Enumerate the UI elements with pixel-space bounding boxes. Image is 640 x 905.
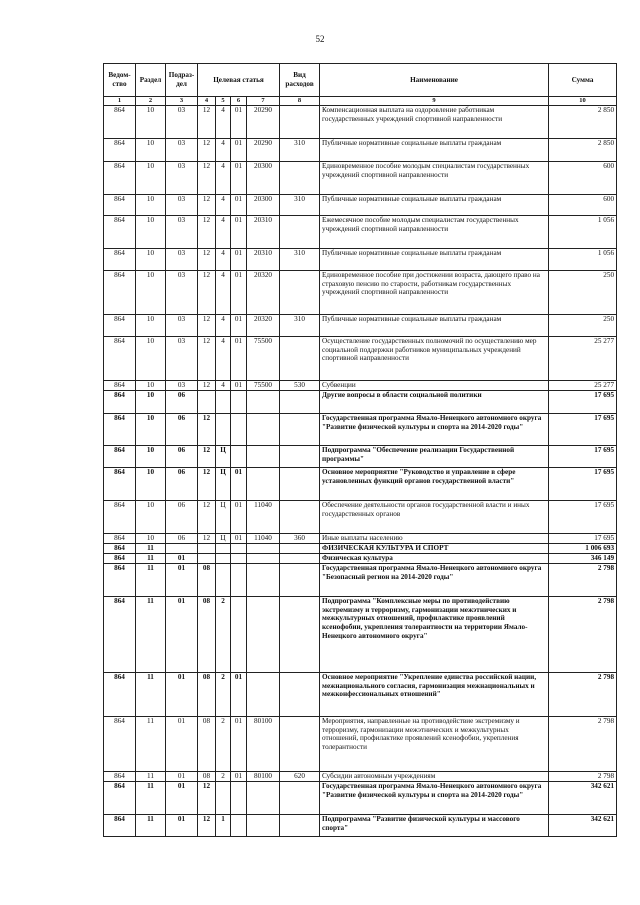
cell-name: Подпрограмма "Комплексные меры по противодействию экстремизму и терроризму, гармонизации межэтнических и межкультурных отношений, профилактике проявлений ксенофобии, укрепления толерантности на территории Ямало-Ненецкого автономного округа": [320, 597, 549, 673]
cell-name: Мероприятия, направленные на противодействие экстремизму и терроризму, гармонизации межэтнических и межкультурных отношений, профилактике проявлений ксенофобии, укрепления толерантности: [320, 717, 549, 772]
cell-razdel: 10: [136, 139, 166, 162]
cell-subprogram-code: Ц: [216, 468, 231, 501]
cell-vedomstvo: 864: [104, 106, 136, 139]
table-row: [104, 337, 617, 381]
cell-expense-type: 620: [280, 772, 320, 782]
cell-program-code: 12: [198, 139, 216, 162]
cell-podrazdel: 06: [166, 446, 198, 468]
cell-vedomstvo: 864: [104, 772, 136, 782]
cell-expense-type: 360: [280, 534, 320, 544]
table-row: [104, 782, 617, 815]
cell-activity-code: 01: [231, 249, 247, 271]
cell-activity-code: [231, 815, 247, 837]
cell-podrazdel: 06: [166, 501, 198, 534]
cell-expense-type: 310: [280, 195, 320, 216]
cell-razdel: 10: [136, 106, 166, 139]
cell-podrazdel: 03: [166, 381, 198, 391]
budget-table: [103, 63, 617, 837]
table-row: [104, 534, 617, 544]
cell-name: Государственная программа Ямало-Ненецкого автономного округа "Развитие физической культуры и спорта на 2014-2020 годы": [320, 782, 549, 815]
cell-name: Публичные нормативные социальные выплаты гражданам: [320, 315, 549, 337]
cell-subprogram-code: 4: [216, 381, 231, 391]
column-number: 5: [216, 97, 231, 106]
cell-vedomstvo: 864: [104, 815, 136, 837]
cell-activity-code: [231, 782, 247, 815]
table-row: [104, 162, 617, 195]
table-row: [104, 673, 617, 717]
cell-name: Физическая культура: [320, 554, 549, 564]
cell-name: Публичные нормативные социальные выплаты гражданам: [320, 195, 549, 216]
cell-direction-code: 75500: [247, 337, 280, 381]
header-podrazdel: Подраз-дел: [166, 64, 198, 97]
cell-vedomstvo: 864: [104, 468, 136, 501]
cell-direction-code: 20320: [247, 315, 280, 337]
cell-sum: 342 621: [549, 815, 617, 837]
cell-name: Единовременное пособие молодым специалистам государственных учреждений спортивной направленности: [320, 162, 549, 195]
cell-sum: 17 695: [549, 446, 617, 468]
cell-subprogram-code: 2: [216, 673, 231, 717]
cell-program-code: 12: [198, 337, 216, 381]
column-number: 2: [136, 97, 166, 106]
cell-razdel: 11: [136, 673, 166, 717]
cell-podrazdel: 03: [166, 195, 198, 216]
cell-sum: 17 695: [549, 468, 617, 501]
cell-subprogram-code: 2: [216, 597, 231, 673]
cell-activity-code: 01: [231, 501, 247, 534]
cell-direction-code: 75500: [247, 381, 280, 391]
header-sum: Сумма: [549, 64, 617, 97]
cell-expense-type: [280, 216, 320, 249]
header-expense-type: Вид расходов: [280, 64, 320, 97]
cell-podrazdel: 01: [166, 717, 198, 772]
cell-subprogram-code: 4: [216, 162, 231, 195]
cell-podrazdel: 03: [166, 216, 198, 249]
cell-expense-type: [280, 673, 320, 717]
cell-activity-code: 01: [231, 195, 247, 216]
cell-sum: 1 056: [549, 249, 617, 271]
cell-subprogram-code: 4: [216, 337, 231, 381]
cell-podrazdel: 01: [166, 815, 198, 837]
cell-activity-code: 01: [231, 271, 247, 315]
cell-sum: 2 798: [549, 673, 617, 717]
cell-vedomstvo: 864: [104, 337, 136, 381]
column-number: 4: [198, 97, 216, 106]
cell-expense-type: [280, 162, 320, 195]
table-row: [104, 815, 617, 837]
cell-program-code: 08: [198, 717, 216, 772]
cell-name: Единовременное пособие при достижении возраста, дающего право на страховую пенсию по старости, работникам государственных учреждений спортивной направленности: [320, 271, 549, 315]
cell-subprogram-code: 4: [216, 139, 231, 162]
cell-direction-code: 20290: [247, 106, 280, 139]
table-row: [104, 106, 617, 139]
cell-program-code: [198, 544, 216, 554]
cell-sum: 25 277: [549, 337, 617, 381]
cell-direction-code: [247, 414, 280, 446]
cell-sum: 342 621: [549, 782, 617, 815]
column-number: 10: [549, 97, 617, 106]
cell-program-code: 08: [198, 564, 216, 597]
cell-direction-code: 11040: [247, 501, 280, 534]
cell-razdel: 10: [136, 446, 166, 468]
cell-subprogram-code: 2: [216, 717, 231, 772]
cell-razdel: 10: [136, 249, 166, 271]
cell-razdel: 10: [136, 337, 166, 381]
cell-subprogram-code: [216, 564, 231, 597]
cell-name: Ежемесячное пособие молодым специалистам государственных учреждений спортивной направленности: [320, 216, 549, 249]
cell-program-code: 08: [198, 597, 216, 673]
table-row: [104, 468, 617, 501]
table-row: [104, 195, 617, 216]
cell-subprogram-code: Ц: [216, 501, 231, 534]
cell-expense-type: [280, 564, 320, 597]
cell-vedomstvo: 864: [104, 315, 136, 337]
cell-podrazdel: 03: [166, 106, 198, 139]
cell-direction-code: 20290: [247, 139, 280, 162]
cell-name: Основное мероприятие "Укрепление единства российской нации, межнационального согласия, гармонизация межнациональных и межконфессиональных отношений": [320, 673, 549, 717]
cell-vedomstvo: 864: [104, 162, 136, 195]
cell-name: Публичные нормативные социальные выплаты гражданам: [320, 249, 549, 271]
cell-sum: 17 695: [549, 534, 617, 544]
cell-activity-code: 01: [231, 717, 247, 772]
cell-podrazdel: 03: [166, 139, 198, 162]
cell-direction-code: [247, 446, 280, 468]
cell-activity-code: [231, 391, 247, 414]
table-row: [104, 554, 617, 564]
cell-subprogram-code: 4: [216, 216, 231, 249]
cell-razdel: 10: [136, 534, 166, 544]
cell-name: Публичные нормативные социальные выплаты гражданам: [320, 139, 549, 162]
cell-expense-type: 310: [280, 139, 320, 162]
cell-subprogram-code: [216, 554, 231, 564]
cell-expense-type: [280, 446, 320, 468]
cell-expense-type: [280, 106, 320, 139]
cell-expense-type: [280, 597, 320, 673]
cell-vedomstvo: 864: [104, 564, 136, 597]
cell-expense-type: [280, 271, 320, 315]
cell-name: Государственная программа Ямало-Ненецкого автономного округа "Развитие физической культуры и спорта на 2014-2020 годы": [320, 414, 549, 446]
cell-program-code: [198, 554, 216, 564]
cell-razdel: 10: [136, 501, 166, 534]
cell-razdel: 11: [136, 554, 166, 564]
cell-activity-code: [231, 544, 247, 554]
cell-podrazdel: 03: [166, 162, 198, 195]
cell-name: Подпрограмма "Развитие физической культуры и массового спорта": [320, 815, 549, 837]
cell-direction-code: [247, 782, 280, 815]
column-number: 3: [166, 97, 198, 106]
cell-activity-code: 01: [231, 534, 247, 544]
cell-direction-code: 20300: [247, 162, 280, 195]
cell-direction-code: 11040: [247, 534, 280, 544]
cell-razdel: 10: [136, 391, 166, 414]
table-row: [104, 381, 617, 391]
cell-direction-code: [247, 391, 280, 414]
cell-podrazdel: 01: [166, 673, 198, 717]
cell-podrazdel: 06: [166, 468, 198, 501]
cell-sum: 2 850: [549, 139, 617, 162]
table-row: [104, 446, 617, 468]
table-row: [104, 139, 617, 162]
table-row: [104, 597, 617, 673]
column-number-row: [104, 97, 617, 106]
cell-program-code: 12: [198, 381, 216, 391]
cell-name: Другие вопросы в области социальной политики: [320, 391, 549, 414]
table-row: [104, 249, 617, 271]
cell-name: Обеспечение деятельности органов государственной власти и иных государственных органов: [320, 501, 549, 534]
cell-vedomstvo: 864: [104, 544, 136, 554]
cell-subprogram-code: 4: [216, 249, 231, 271]
cell-expense-type: [280, 782, 320, 815]
cell-sum: 2 850: [549, 106, 617, 139]
cell-name: Субвенции: [320, 381, 549, 391]
column-number: 1: [104, 97, 136, 106]
cell-subprogram-code: [216, 544, 231, 554]
table-row: [104, 271, 617, 315]
cell-direction-code: 80100: [247, 772, 280, 782]
cell-subprogram-code: [216, 391, 231, 414]
cell-razdel: 10: [136, 216, 166, 249]
cell-direction-code: [247, 673, 280, 717]
cell-expense-type: [280, 414, 320, 446]
cell-vedomstvo: 864: [104, 249, 136, 271]
cell-activity-code: 01: [231, 216, 247, 249]
cell-vedomstvo: 864: [104, 673, 136, 717]
cell-expense-type: 310: [280, 249, 320, 271]
table-row: [104, 772, 617, 782]
cell-podrazdel: 06: [166, 391, 198, 414]
cell-sum: 17 695: [549, 414, 617, 446]
cell-subprogram-code: 4: [216, 195, 231, 216]
cell-razdel: 10: [136, 315, 166, 337]
cell-name: Государственная программа Ямало-Ненецкого автономного округа "Безопасный регион на 2014-2020 годы": [320, 564, 549, 597]
cell-program-code: 12: [198, 468, 216, 501]
cell-subprogram-code: [216, 414, 231, 446]
cell-sum: 2 798: [549, 772, 617, 782]
cell-activity-code: 01: [231, 337, 247, 381]
cell-expense-type: [280, 815, 320, 837]
cell-vedomstvo: 864: [104, 717, 136, 772]
cell-program-code: 12: [198, 534, 216, 544]
column-number: 7: [247, 97, 280, 106]
cell-direction-code: [247, 554, 280, 564]
table-row: [104, 391, 617, 414]
cell-expense-type: [280, 544, 320, 554]
cell-subprogram-code: 4: [216, 271, 231, 315]
cell-program-code: [198, 391, 216, 414]
cell-activity-code: 01: [231, 162, 247, 195]
cell-vedomstvo: 864: [104, 414, 136, 446]
cell-activity-code: [231, 446, 247, 468]
cell-expense-type: 530: [280, 381, 320, 391]
cell-vedomstvo: 864: [104, 534, 136, 544]
cell-activity-code: 01: [231, 315, 247, 337]
cell-direction-code: [247, 468, 280, 501]
cell-subprogram-code: Ц: [216, 534, 231, 544]
cell-activity-code: 01: [231, 106, 247, 139]
cell-razdel: 10: [136, 468, 166, 501]
cell-program-code: 12: [198, 782, 216, 815]
cell-vedomstvo: 864: [104, 782, 136, 815]
cell-sum: 346 149: [549, 554, 617, 564]
page-number: 52: [315, 34, 325, 44]
cell-program-code: 12: [198, 162, 216, 195]
cell-program-code: 12: [198, 446, 216, 468]
table-body: [104, 106, 617, 837]
cell-name: Подпрограмма "Обеспечение реализации Государственной программы": [320, 446, 549, 468]
cell-activity-code: 01: [231, 139, 247, 162]
table-header: [104, 64, 617, 106]
cell-subprogram-code: Ц: [216, 446, 231, 468]
cell-name: Осуществление государственных полномочий по осуществлению мер социальной поддержки работников муниципальных учреждений спортивной направленности: [320, 337, 549, 381]
cell-razdel: 10: [136, 271, 166, 315]
cell-expense-type: 310: [280, 315, 320, 337]
cell-direction-code: 80100: [247, 717, 280, 772]
cell-direction-code: [247, 544, 280, 554]
table-row: [104, 564, 617, 597]
cell-razdel: 11: [136, 772, 166, 782]
cell-expense-type: [280, 337, 320, 381]
cell-expense-type: [280, 468, 320, 501]
cell-podrazdel: [166, 544, 198, 554]
cell-podrazdel: 06: [166, 534, 198, 544]
cell-name: Компенсационная выплата на оздоровление работникам государственных учреждений спортивной направленности: [320, 106, 549, 139]
cell-podrazdel: 03: [166, 249, 198, 271]
cell-direction-code: 20320: [247, 271, 280, 315]
cell-razdel: 11: [136, 815, 166, 837]
cell-program-code: 12: [198, 195, 216, 216]
header-name: Наименование: [320, 64, 549, 97]
cell-direction-code: 20310: [247, 216, 280, 249]
cell-expense-type: [280, 501, 320, 534]
cell-name: Субсидии автономным учреждениям: [320, 772, 549, 782]
cell-direction-code: [247, 815, 280, 837]
cell-podrazdel: 01: [166, 782, 198, 815]
cell-program-code: 12: [198, 271, 216, 315]
cell-razdel: 11: [136, 597, 166, 673]
cell-activity-code: 01: [231, 772, 247, 782]
cell-direction-code: [247, 564, 280, 597]
cell-subprogram-code: 4: [216, 106, 231, 139]
cell-program-code: 12: [198, 249, 216, 271]
cell-sum: 250: [549, 315, 617, 337]
cell-podrazdel: 01: [166, 597, 198, 673]
cell-vedomstvo: 864: [104, 391, 136, 414]
table-row: [104, 501, 617, 534]
cell-program-code: 12: [198, 315, 216, 337]
cell-program-code: 08: [198, 673, 216, 717]
cell-vedomstvo: 864: [104, 139, 136, 162]
cell-vedomstvo: 864: [104, 195, 136, 216]
cell-direction-code: [247, 597, 280, 673]
cell-vedomstvo: 864: [104, 501, 136, 534]
cell-razdel: 11: [136, 564, 166, 597]
cell-activity-code: 01: [231, 673, 247, 717]
cell-expense-type: [280, 554, 320, 564]
cell-program-code: 08: [198, 772, 216, 782]
cell-podrazdel: 03: [166, 271, 198, 315]
table-row: [104, 216, 617, 249]
cell-activity-code: [231, 564, 247, 597]
cell-podrazdel: 03: [166, 337, 198, 381]
cell-podrazdel: 01: [166, 564, 198, 597]
table-row: [104, 414, 617, 446]
table-row: [104, 315, 617, 337]
cell-sum: 600: [549, 162, 617, 195]
column-number: 6: [231, 97, 247, 106]
cell-podrazdel: 01: [166, 554, 198, 564]
header-vedomstvo: Ведом-ство: [104, 64, 136, 97]
cell-razdel: 10: [136, 162, 166, 195]
cell-name: Основное мероприятие "Руководство и управление в сфере установленных функций органов государственной власти": [320, 468, 549, 501]
cell-sum: 2 798: [549, 597, 617, 673]
cell-sum: 1 056: [549, 216, 617, 249]
column-number: 9: [320, 97, 549, 106]
cell-razdel: 10: [136, 381, 166, 391]
cell-subprogram-code: 1: [216, 815, 231, 837]
cell-subprogram-code: 2: [216, 772, 231, 782]
cell-activity-code: [231, 414, 247, 446]
cell-activity-code: 01: [231, 468, 247, 501]
cell-vedomstvo: 864: [104, 597, 136, 673]
cell-sum: 2 798: [549, 717, 617, 772]
cell-direction-code: 20310: [247, 249, 280, 271]
cell-vedomstvo: 864: [104, 554, 136, 564]
cell-razdel: 10: [136, 414, 166, 446]
cell-program-code: 12: [198, 414, 216, 446]
cell-sum: 2 798: [549, 564, 617, 597]
cell-vedomstvo: 864: [104, 446, 136, 468]
cell-razdel: 10: [136, 195, 166, 216]
cell-name: ФИЗИЧЕСКАЯ КУЛЬТУРА И СПОРТ: [320, 544, 549, 554]
cell-podrazdel: 03: [166, 315, 198, 337]
cell-vedomstvo: 864: [104, 381, 136, 391]
cell-sum: 250: [549, 271, 617, 315]
cell-program-code: 12: [198, 501, 216, 534]
cell-program-code: 12: [198, 216, 216, 249]
cell-podrazdel: 01: [166, 772, 198, 782]
header-target-article: Целевая статья: [198, 64, 280, 97]
cell-podrazdel: 06: [166, 414, 198, 446]
column-number: 8: [280, 97, 320, 106]
cell-sum: 25 277: [549, 381, 617, 391]
cell-vedomstvo: 864: [104, 216, 136, 249]
cell-name: Иные выплаты населению: [320, 534, 549, 544]
cell-sum: 17 695: [549, 391, 617, 414]
cell-expense-type: [280, 391, 320, 414]
cell-program-code: 12: [198, 106, 216, 139]
cell-activity-code: 01: [231, 381, 247, 391]
cell-vedomstvo: 864: [104, 271, 136, 315]
cell-razdel: 11: [136, 782, 166, 815]
cell-sum: 600: [549, 195, 617, 216]
table-row: [104, 544, 617, 554]
header-razdel: Раздел: [136, 64, 166, 97]
table-row: [104, 717, 617, 772]
cell-sum: 1 006 693: [549, 544, 617, 554]
cell-subprogram-code: 4: [216, 315, 231, 337]
cell-activity-code: [231, 597, 247, 673]
cell-subprogram-code: [216, 782, 231, 815]
cell-activity-code: [231, 554, 247, 564]
cell-sum: 17 695: [549, 501, 617, 534]
cell-program-code: 12: [198, 815, 216, 837]
cell-direction-code: 20300: [247, 195, 280, 216]
cell-expense-type: [280, 717, 320, 772]
cell-razdel: 11: [136, 717, 166, 772]
cell-razdel: 11: [136, 544, 166, 554]
